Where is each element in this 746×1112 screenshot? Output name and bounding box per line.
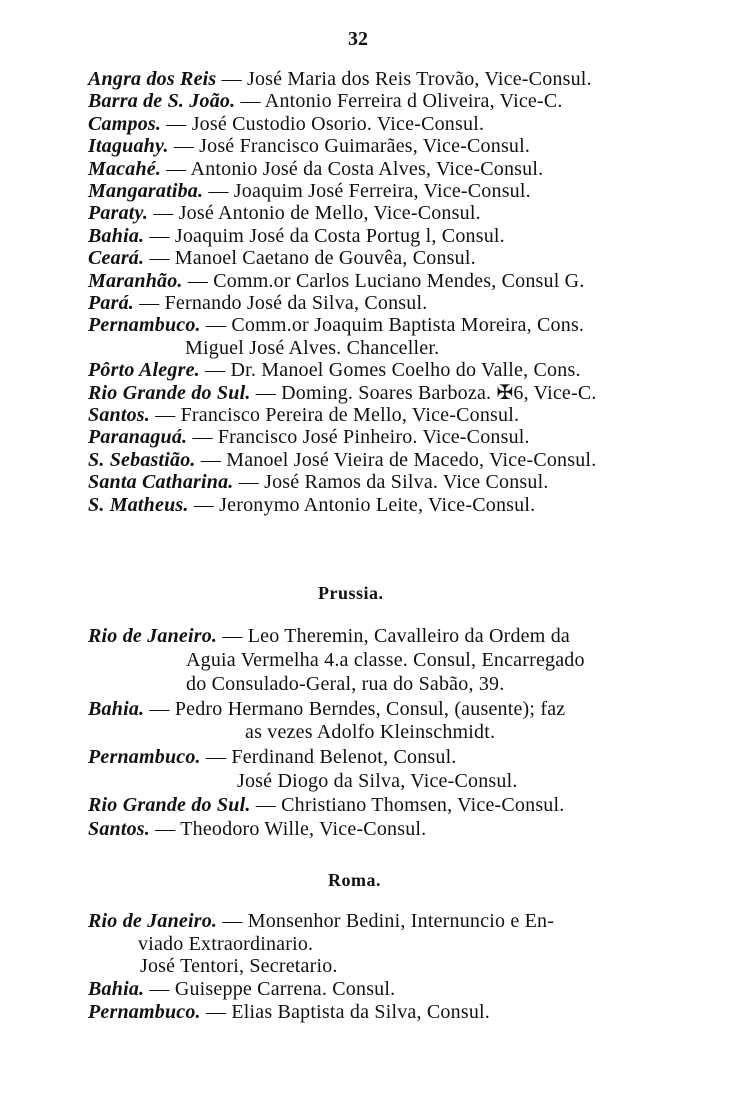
entry-line xyxy=(88,818,426,840)
place-name: Rio de Janeiro. xyxy=(88,910,218,932)
entry-text: — Joaquim José Ferreira, Vice-Consul. xyxy=(203,180,531,202)
entry-text: — José Custodio Osorio. Vice-Consul. xyxy=(161,112,485,135)
section-heading-roma: Roma. xyxy=(328,870,381,890)
entry-line xyxy=(138,933,313,955)
entry-text: — José Antonio de Mello, Vice-Consul. xyxy=(148,202,481,225)
entry-line xyxy=(88,698,565,720)
place-name: Santa Catharina. xyxy=(88,471,234,494)
entry-text: — José Maria dos Reis Trovão, Vice-Consul. xyxy=(216,68,592,90)
place-name: Rio de Janeiro. xyxy=(88,625,218,647)
entry-text: — Antonio José da Costa Alves, Vice-Consul. xyxy=(161,157,544,180)
entry-text: — Comm.or Joaquim Baptista Moreira, Cons. xyxy=(200,314,585,337)
entry-text: — Fernando José da Silva, Consul. xyxy=(134,292,428,314)
entry-text: do Consulado-Geral, rua do Sabão, 39. xyxy=(186,673,505,695)
entry-line xyxy=(88,135,530,157)
entry-text: — Manoel José Vieira de Macedo, Vice-Consul. xyxy=(195,448,597,471)
entry-text: viado Extraordinario. xyxy=(138,933,314,955)
place-name: Barra de S. João. xyxy=(88,90,236,113)
entry-line xyxy=(185,337,439,359)
entry-line xyxy=(88,68,592,90)
entry-line xyxy=(140,955,338,977)
entry-line xyxy=(237,770,518,792)
entry-line xyxy=(88,270,585,292)
place-name: Maranhão. xyxy=(88,269,183,292)
entry-text: Aguia Vermelha 4.a classe. Consul, Encarregado xyxy=(186,649,585,671)
entry-line xyxy=(88,471,549,493)
entry-line xyxy=(88,292,427,314)
entry-text: José Diogo da Silva, Vice-Consul. xyxy=(237,770,518,792)
entry-text: José Tentori, Secretario. xyxy=(140,955,338,977)
place-name: Paraty. xyxy=(88,202,149,225)
entry-line xyxy=(88,247,476,269)
entry-line xyxy=(88,158,543,180)
entry-line xyxy=(88,910,554,932)
place-name: Rio Grande do Sul. xyxy=(88,794,251,816)
place-name: Macahé. xyxy=(88,157,162,180)
entry-line xyxy=(88,794,564,816)
place-name: Bahia. xyxy=(88,698,145,720)
place-name: Bahia. xyxy=(88,978,145,1000)
entry-line xyxy=(88,202,481,224)
entry-text: — Dr. Manoel Gomes Coelho do Valle, Cons. xyxy=(199,359,581,382)
place-name: Pôrto Alegre. xyxy=(88,359,200,382)
entry-text: — Ferdinand Belenot, Consul. xyxy=(200,746,457,768)
entry-text: — Joaquim José da Costa Portug l, Consul. xyxy=(144,224,505,247)
entry-text: — José Ramos da Silva. Vice Consul. xyxy=(233,471,549,494)
section-heading-prussia: Prussia. xyxy=(318,583,384,603)
place-name: Santos. xyxy=(88,404,150,426)
entry-text: — Manoel Caetano de Gouvêa, Consul. xyxy=(144,247,476,270)
entry-text: — Elias Baptista da Silva, Consul. xyxy=(200,1001,490,1023)
entry-text: — Doming. Soares Barboza. ✠6, Vice-C. xyxy=(250,381,597,404)
entry-line xyxy=(88,1001,490,1023)
entry-text: — Pedro Hermano Berndes, Consul, (ausente); faz xyxy=(144,698,566,720)
place-name: Bahia. xyxy=(88,224,145,247)
place-name: Pernambuco. xyxy=(88,746,201,768)
place-name: Ceará. xyxy=(88,247,145,270)
entry-text: as vezes Adolfo Kleinschmidt. xyxy=(245,721,496,743)
place-name: Pernambuco. xyxy=(88,314,201,337)
entry-text: — Antonio Ferreira d Oliveira, Vice-C. xyxy=(235,90,563,113)
place-name: Santos. xyxy=(88,818,150,840)
entry-line xyxy=(88,180,531,202)
entry-line xyxy=(88,746,457,768)
place-name: S. Matheus. xyxy=(88,493,189,516)
entry-line xyxy=(88,494,535,516)
page-number: 32 xyxy=(348,28,368,50)
entry-text: — Comm.or Carlos Luciano Mendes, Consul G. xyxy=(182,269,585,292)
entry-line xyxy=(88,225,505,247)
entry-line xyxy=(88,625,570,647)
place-name: S. Sebastião. xyxy=(88,448,196,471)
place-name: Paranaguá. xyxy=(88,426,188,449)
entry-text: — José Francisco Guimarães, Vice-Consul. xyxy=(168,135,531,158)
entry-text: — Christiano Thomsen, Vice-Consul. xyxy=(250,794,565,816)
entry-text: — Jeronymo Antonio Leite, Vice-Consul. xyxy=(188,493,536,516)
entry-line xyxy=(88,90,563,112)
entry-line xyxy=(88,449,596,471)
place-name: Mangaratiba. xyxy=(88,180,204,202)
entry-line xyxy=(88,382,597,404)
entry-line xyxy=(88,359,581,381)
place-name: Pará. xyxy=(88,292,134,314)
place-name: Rio Grande do Sul. xyxy=(88,381,251,404)
entry-line xyxy=(88,314,584,336)
entry-text: Miguel José Alves. Chanceller. xyxy=(185,336,440,359)
place-name: Itaguahy. xyxy=(88,135,169,158)
place-name: Campos. xyxy=(88,112,162,135)
entry-line xyxy=(88,978,395,1000)
place-name: Angra dos Reis xyxy=(88,68,217,90)
entry-line xyxy=(186,649,585,671)
entry-line xyxy=(245,721,495,743)
entry-line xyxy=(186,673,504,695)
entry-text: — Leo Theremin, Cavalleiro da Ordem da xyxy=(217,625,570,647)
entry-line xyxy=(88,404,519,426)
entry-text: — Guiseppe Carrena. Consul. xyxy=(144,978,396,1000)
entry-text: — Francisco José Pinheiro. Vice-Consul. xyxy=(187,426,530,449)
entry-text: — Theodoro Wille, Vice-Consul. xyxy=(150,818,427,840)
entry-line xyxy=(88,426,530,448)
entry-line xyxy=(88,113,484,135)
entry-text: — Francisco Pereira de Mello, Vice-Consul. xyxy=(150,404,520,426)
entry-text: — Monsenhor Bedini, Internuncio e En- xyxy=(217,910,555,932)
place-name: Pernambuco. xyxy=(88,1001,201,1023)
